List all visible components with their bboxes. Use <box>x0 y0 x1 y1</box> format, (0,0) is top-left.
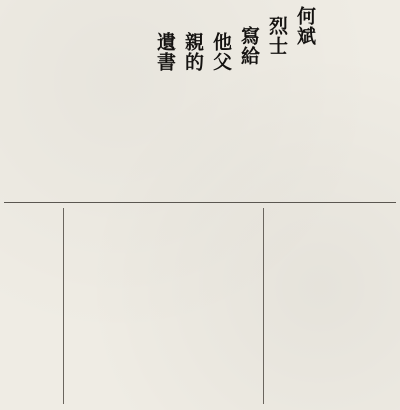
title-line-4: 他父 <box>210 32 232 72</box>
text-column-block-top-left <box>6 6 162 196</box>
text-column-block-mid <box>160 72 318 196</box>
vertical-divider-right <box>263 208 264 404</box>
text-column-block-bottom-left <box>6 208 62 404</box>
text-column-block-bottom-right <box>266 208 396 404</box>
title-line-3: 寫給 <box>238 26 260 66</box>
title-line-6: 遺書 <box>154 32 176 72</box>
text-column-block-bottom-mid <box>66 208 262 404</box>
title-line-1: 何斌 <box>294 6 316 46</box>
vertical-divider-left <box>63 208 64 404</box>
title-line-2: 烈士 <box>266 16 288 56</box>
text-column-block-top-right <box>318 6 396 196</box>
horizontal-divider <box>4 202 396 203</box>
article-title <box>154 6 316 72</box>
title-line-5: 親的 <box>182 32 204 72</box>
